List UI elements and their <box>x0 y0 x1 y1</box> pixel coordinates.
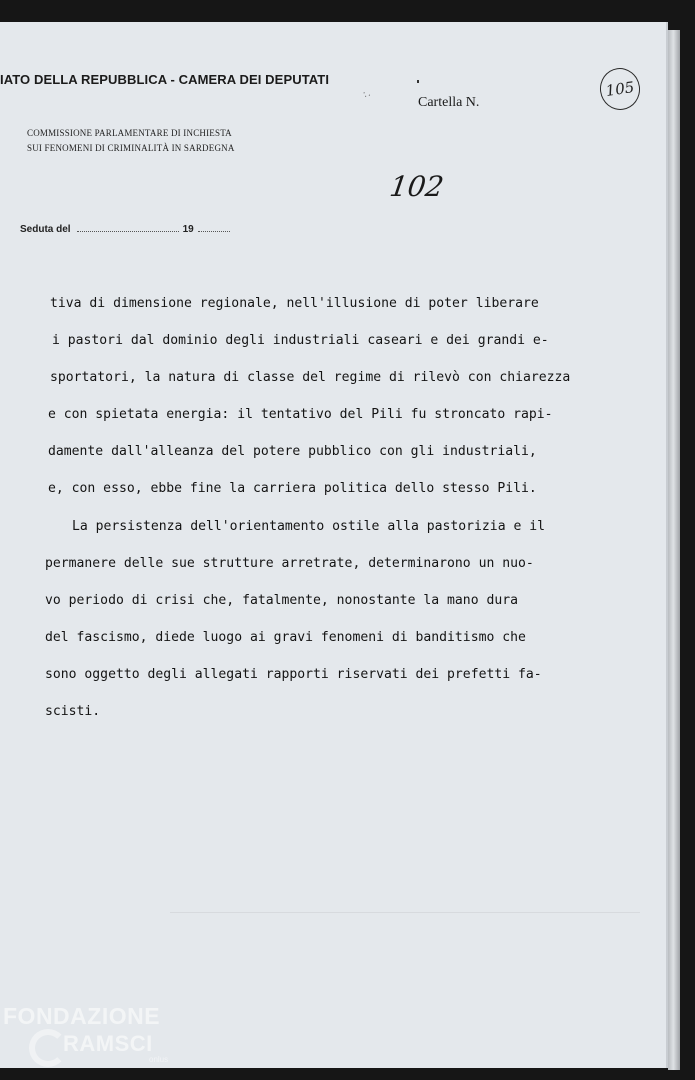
commission-heading <box>27 126 235 156</box>
stray-mark: ·.· <box>360 88 373 102</box>
seduta-line <box>20 223 234 235</box>
circled-archive-number: 105 <box>597 65 642 112</box>
watermark-line-2: RAMSCI <box>63 1031 153 1056</box>
document-page <box>0 22 668 1068</box>
text-line: i pastori dal dominio degli industriali caseari e dei grandi e- <box>52 333 549 348</box>
text-line: sportatori, la natura di classe del regime di rilevò con chiarezza <box>50 370 571 385</box>
bleed-through-footnote-rule <box>170 912 640 973</box>
commission-line-2: SUI FENOMENI DI CRIMINALITÀ IN SARDEGNA <box>27 143 235 153</box>
seduta-year-blank <box>198 223 230 232</box>
text-line: e, con esso, ebbe fine la carriera politica dello stesso Pili. <box>48 481 537 496</box>
text-line: vo periodo di crisi che, fatalmente, nonostante la mano dura <box>45 593 518 608</box>
text-line: del fascismo, diede luogo ai gravi fenomeni di banditismo che <box>45 630 526 645</box>
body-text <box>45 294 605 721</box>
fondazione-gramsci-watermark <box>3 1003 178 1075</box>
text-line: sono oggetto degli allegati rapporti riservati dei prefetti fa- <box>45 667 542 682</box>
letterhead-title: IATO DELLA REPUBBLICA - CAMERA DEI DEPUTATI <box>0 72 330 87</box>
text-line: permanere delle sue strutture arretrate, determinarono un nuo- <box>45 556 534 571</box>
ink-dot <box>417 80 419 83</box>
watermark-suffix: onlus <box>149 1055 169 1064</box>
watermark-g-logo-icon <box>29 1029 67 1067</box>
text-line: scisti. <box>45 704 101 719</box>
text-line: damente dall'alleanza del potere pubblico con gli industriali, <box>48 444 537 459</box>
cartella-label: Cartella N. <box>418 95 480 110</box>
text-line: tiva di dimensione regionale, nell'illusione di poter liberare <box>50 296 539 311</box>
text-line: La persistenza dell'orientamento ostile alla pastorizia e il <box>72 519 545 534</box>
text-line: e con spietata energia: il tentativo del Pili fu stroncato rapi- <box>48 407 553 422</box>
page-edge <box>668 30 680 1070</box>
watermark-line-1: FONDAZIONE <box>3 1003 161 1029</box>
handwritten-page-number: 102 <box>387 170 446 203</box>
seduta-label: Seduta del <box>20 224 71 235</box>
seduta-date-blank <box>77 223 179 232</box>
commission-line-1: COMMISSIONE PARLAMENTARE DI INCHIESTA <box>27 128 232 138</box>
seduta-year: 19 <box>182 224 194 235</box>
